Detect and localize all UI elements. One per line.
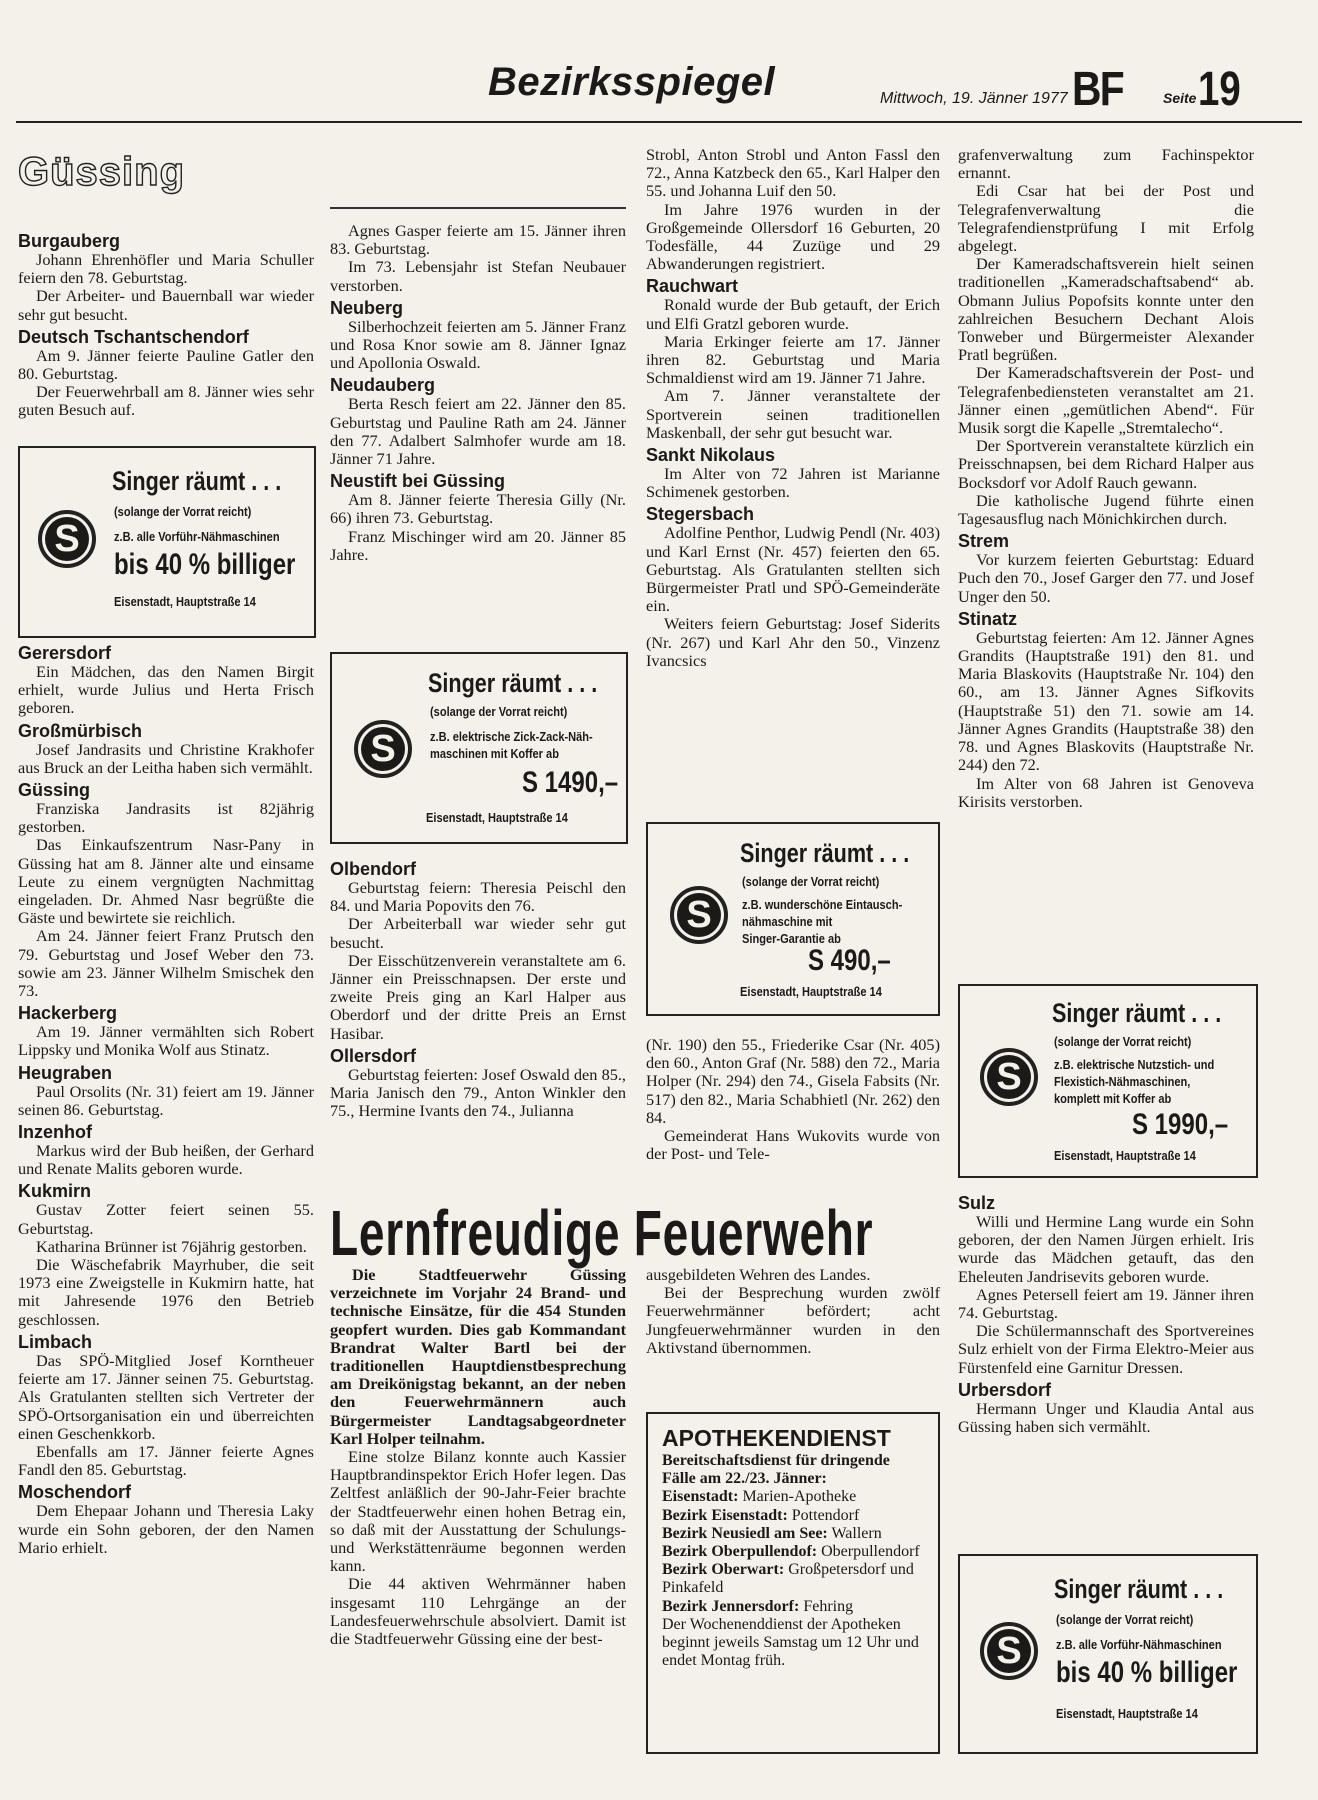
village-heading: Strem: [958, 531, 1010, 552]
news-paragraph: Am 19. Jänner vermählten sich Robert Lippsky und Monika Wolf aus Stinatz.: [18, 1022, 314, 1060]
village-heading: Rauchwart: [646, 276, 739, 297]
news-paragraph: Agnes Gasper feierte am 15. Jänner ihren 83. Geburtstag.: [330, 221, 626, 259]
news-paragraph: Am 7. Jänner veranstaltete der Sportverein seinen traditionellen Maskenball, der sehr gut besucht war.: [646, 386, 940, 442]
news-paragraph: Vor kurzem feierten Geburtstag: Eduard Puch den 70., Josef Garger den 77. und Josef Unger den 50.: [958, 550, 1254, 606]
news-paragraph: Franziska Jandrasits ist 82jährig gestorben.: [18, 799, 314, 837]
pharmacy-location: Großpetersdorf und Pinkafeld: [662, 1561, 914, 1597]
village-heading: Ollersdorf: [330, 1045, 417, 1066]
news-paragraph: Johann Ehrenhöfler und Maria Schuller feiern den 78. Geburtstag.: [18, 250, 314, 288]
column-2-rule: [330, 207, 626, 209]
ad-address: Eisenstadt, Hauptstraße 14: [740, 984, 882, 999]
village-heading: Gerersdorf: [18, 643, 112, 663]
news-paragraph: Der Kameradschaftsverein hielt seinen traditionellen „Kameradschaftsabend“ ab. Obmann Julius Popofsits konnte unter den zahlreichen Besuchern Dechant Alois Tonweber und Bürgermeister Alexander Pratl begrüßen.: [958, 254, 1254, 365]
ad-title: Singer räumt . . .: [740, 838, 910, 868]
ad-line: z.B. elektrische Nutzstich- und: [1054, 1057, 1215, 1072]
ad-title: Singer räumt . . .: [428, 668, 598, 698]
village-heading: Neudauberg: [330, 375, 436, 396]
village-heading: Moschendorf: [18, 1482, 132, 1503]
ad-singer-1: [18, 446, 316, 638]
news-paragraph: (Nr. 190) den 55., Friederike Csar (Nr. 405) den 60., Anton Graf (Nr. 588) den 72., Maria Holper (Nr. 294) den 74., Gisela Fabsits (Nr. 517) den 82., Maria Schabhietl (Nr. 262) den 84.: [646, 1035, 940, 1127]
ad-title: Singer räumt . . .: [1054, 1574, 1224, 1604]
column-1-top: [18, 228, 314, 420]
ad-price: bis 40 % billiger: [114, 548, 296, 581]
news-paragraph: Hermann Unger und Klaudia Antal aus Güssing haben sich vermählt.: [958, 1398, 1254, 1437]
news-paragraph: Josef Jandrasits und Christine Krakhofer aus Bruck an der Leitha haben sich vermählt.: [18, 739, 314, 777]
village-heading: Kukmirn: [18, 1181, 92, 1202]
news-paragraph: Weiters feiern Geburtstag: Josef Siderits (Nr. 267) und Karl Ahr den 50., Vinzenz Ivancsics: [646, 614, 940, 670]
column-4-bottom: [958, 1190, 1254, 1436]
feature-paragraph: Bei der Besprechung wurden zwölf Feuerwehrmänner befördert; acht Jungfeuerwehrmänner wurden in den Aktivstand übernommen.: [646, 1283, 940, 1357]
pharmacy-location: Pottendorf: [791, 1506, 860, 1524]
column-4-top: [958, 146, 1254, 811]
village-heading: Burgauberg: [18, 231, 121, 251]
ad-subtitle: (solange der Vorrat reicht): [114, 504, 252, 519]
ad-subtitle: (solange der Vorrat reicht): [1054, 1034, 1192, 1049]
ad-subtitle: (solange der Vorrat reicht): [1056, 1612, 1194, 1627]
news-paragraph: Im Alter von 68 Jahren ist Genoveva Kirisits verstorben.: [958, 773, 1254, 811]
news-paragraph: Silberhochzeit feierten am 5. Jänner Franz und Rosa Knor sowie am 8. Jänner Ignaz und Apollonia Oswald.: [330, 316, 626, 373]
pharmacy-district: Bezirk Oberpullendof:: [662, 1543, 818, 1561]
news-paragraph: Die katholische Jugend führte einen Tagesausflug nach Mönichkirchen durch.: [958, 490, 1254, 529]
village-heading: Olbendorf: [330, 859, 416, 879]
news-paragraph: Das Einkaufszentrum Nasr-Pany in Güssing hat am 8. Jänner alte und einsame Leute zu einem vergnügten Nachmittag eingeladen. Dr. Ahmed Nasr begrüßte die Gäste und bewirtete sie reichlich.: [18, 835, 314, 928]
ad-address: Eisenstadt, Hauptstraße 14: [426, 810, 568, 825]
news-paragraph: Markus wird der Bub heißen, der Gerhard und Renate Malits geboren wurde.: [18, 1141, 314, 1179]
ad-address: Eisenstadt, Hauptstraße 14: [1054, 1148, 1196, 1163]
village-heading: Deutsch Tschantschendorf: [18, 326, 249, 347]
news-paragraph: Adolfine Penthor, Ludwig Pendl (Nr. 403) und Karl Ernst (Nr. 457) feierten den 65. Geburtstag. Als Gratulanten stellten sich Bürgermeister Pratl und SPÖ-Gemeinderäte ein.: [646, 523, 940, 616]
news-paragraph: Agnes Petersell feiert am 19. Jänner ihren 74. Geburtstag.: [958, 1284, 1254, 1323]
page-label: Seite: [1163, 90, 1197, 106]
singer-logo-icon: S: [670, 886, 728, 944]
ad-line: z.B. wunderschöne Eintausch-: [742, 897, 903, 912]
feature-paragraph: Eine stolze Bilanz konnte auch Kassier Hauptbrandinspektor Erich Hofer legen. Das Zeltfest anläßlich der 90-Jahr-Feier brachte der Stadtfeuerwehr einen hohen Betrag ein, so daß mit der Ausstattung der Schulungs- und Werkstättenräume begonnen werden kann.: [330, 1447, 626, 1576]
ad-title: Singer räumt . . .: [1052, 998, 1222, 1028]
ad-title: Singer räumt . . .: [112, 466, 282, 496]
news-paragraph: Der Arbeiterball war wieder sehr gut besucht.: [330, 914, 626, 952]
news-paragraph: Am 24. Jänner feiert Franz Prutsch den 79. Geburtstag und Josef Weber den 73. sowie am 23. Jänner Wilhelm Smischek den 73.: [18, 926, 314, 1001]
village-heading: Inzenhof: [18, 1122, 92, 1143]
news-paragraph: Am 9. Jänner feierte Pauline Gatler den 80. Geburtstag.: [18, 345, 314, 384]
column-2-top: [330, 222, 626, 564]
village-heading: Hackerberg: [18, 1003, 118, 1024]
ad-address: Eisenstadt, Hauptstraße 14: [114, 594, 256, 609]
feature-paragraph: Die 44 aktiven Wehrmänner haben insgesamt 110 Lehrgänge an der Landesfeuerwehrschule absolviert. Damit ist die Stadtfeuerwehr Güssing eine der best-: [330, 1574, 626, 1649]
news-paragraph: Der Eisschützenverein veranstaltete am 6. Jänner ein Preisschnapsen. Der erste und zweite Preis ging an Karl Halper aus Oberdorf und der dritte Preis an Ernst Hasibar.: [330, 950, 626, 1043]
village-heading: Sulz: [958, 1193, 996, 1213]
feature-column-left: [330, 1266, 626, 1648]
pharmacy-district: Bezirk Neusiedl am See:: [662, 1524, 828, 1542]
news-paragraph: Das SPÖ-Mitglied Josef Korntheuer feierte am 17. Jänner seinen 75. Geburtstag. Als Gratulanten stellten sich Vertreter der SPÖ-Ortsorganisation ein und überreichten einen Geschenkkorb.: [18, 1350, 314, 1443]
singer-logo-icon: S: [38, 510, 96, 568]
village-heading: Güssing: [18, 780, 91, 801]
news-paragraph: Im Jahre 1976 wurden in der Großgemeinde Ollersdorf 16 Geburten, 20 Todesfälle, 44 Zuzüge und 29 Abwanderungen registriert.: [646, 199, 940, 274]
news-paragraph: Im 73. Lebensjahr ist Stefan Neubauer verstorben.: [330, 257, 626, 295]
ad-line: Flexistich-Nähmaschinen,: [1054, 1074, 1191, 1089]
news-paragraph: Die Wäschefabrik Mayrhuber, die seit 1973 eine Zweigstelle in Kukmirn hatte, hat mit Jahresende 1976 den Betrieb geschlossen.: [18, 1255, 314, 1329]
ad-line: z.B. alle Vorführ-Nähmaschinen: [1056, 1637, 1222, 1652]
singer-logo-icon: S: [354, 720, 412, 778]
pharmacy-district: Eisenstadt:: [662, 1488, 739, 1506]
ad-singer-2: [330, 652, 628, 844]
column-2-bottom: [330, 856, 626, 1120]
news-paragraph: Paul Orsolits (Nr. 31) feiert am 19. Jänner seinen 86. Geburtstag.: [18, 1081, 314, 1119]
feature-paragraph: ausgebildeten Wehren des Landes.: [646, 1265, 871, 1284]
pharmacy-service-box: [646, 1412, 940, 1754]
pharmacy-district: Bezirk Eisenstadt:: [662, 1506, 788, 1524]
news-paragraph: Katharina Brünner ist 76jährig gestorben.: [36, 1236, 307, 1256]
feature-headline: Lernfreudige Feuerwehr: [330, 1197, 874, 1269]
village-heading: Großmürbisch: [18, 720, 143, 741]
ad-line: komplett mit Koffer ab: [1054, 1091, 1172, 1106]
ad-line: Singer-Garantie ab: [742, 931, 841, 946]
village-heading: Limbach: [18, 1331, 93, 1352]
news-paragraph: Dem Ehepaar Johann und Theresia Laky wurde ein Sohn geboren, der den Namen Mario erhielt.: [18, 1501, 314, 1557]
singer-logo-icon: S: [980, 1622, 1038, 1680]
pharmacy-district: Bezirk Jennersdorf:: [662, 1597, 800, 1615]
pharmacy-location: Fehring: [803, 1597, 854, 1615]
page-number: 19: [1198, 63, 1241, 116]
ad-line: z.B. elektrische Zick-Zack-Näh-: [430, 729, 593, 744]
village-heading: Stegersbach: [646, 504, 755, 525]
pharmacy-location: Oberpullendorf: [821, 1543, 920, 1561]
pharmacy-title: APOTHEKENDIENST: [662, 1425, 891, 1451]
ad-subtitle: (solange der Vorrat reicht): [430, 704, 568, 719]
news-paragraph: Der Feuerwehrball am 8. Jänner wies sehr guten Besuch auf.: [18, 382, 314, 420]
pharmacy-intro: Bereitschaftsdienst für dringende Fälle am 22./23. Jänner:: [662, 1452, 890, 1488]
news-paragraph: Im Alter von 72 Jahren ist Marianne Schimenek gestorben.: [646, 464, 940, 502]
news-paragraph: Geburtstag feierten: Josef Oswald den 85., Maria Janisch den 79., Anton Winkler den 75., Hermine Ivants den 74., Julianna: [330, 1064, 626, 1121]
issue-date: Mittwoch, 19. Jänner 1977: [880, 90, 1068, 107]
news-paragraph: Geburtstag feiern: Theresia Peischl den 84. und Maria Popovits den 76.: [330, 878, 626, 916]
ad-singer-3: [646, 822, 940, 1016]
column-3-top: [646, 146, 940, 670]
newspaper-logo: BF: [1072, 63, 1123, 116]
feature-lead: Die Stadtfeuerwehr Güssing verzeichnete im Vorjahr 24 Brand- und technische Einsätze, für die 454 Stunden geopfert wurden. Dies gab Kommandant Brandrat Walter Bartl bei der traditionellen Hauptdienstbesprechung am Dreikönigstag bekannt, an der neben den Feuerwehrmännern auch Bürgermeister Landtagsabgeordneter Karl Holper teilnahm.: [330, 1265, 626, 1448]
village-heading: Neuberg: [330, 297, 404, 318]
news-paragraph: Berta Resch feiert am 22. Jänner den 85. Geburtstag und Pauline Rath am 24. Jänner den 77. Adalbert Salmhofer wurde am 18. Jänner 71 Jahre.: [330, 394, 626, 469]
ad-singer-4: [958, 984, 1258, 1178]
news-paragraph: Ein Mädchen, das den Namen Birgit erhielt, wurde Julius und Herta Frisch geboren.: [18, 662, 314, 718]
village-heading: Urbersdorf: [958, 1379, 1052, 1400]
news-paragraph: Die Schülermannschaft des Sportvereines Sulz erhielt von der Firma Elektro-Meier aus Fürstenfeld eine Garnitur Dressen.: [958, 1321, 1254, 1377]
pharmacy-note: Der Wochenenddienst der Apotheken beginnt jeweils Samstag um 12 Uhr und endet Montag früh.: [662, 1615, 919, 1670]
pharmacy-location: Marien-Apotheke: [742, 1488, 857, 1506]
news-paragraph: Franz Mischinger wird am 20. Jänner 85 Jahre.: [330, 526, 626, 564]
ad-singer-5: [958, 1554, 1258, 1754]
page-header: [0, 60, 1318, 122]
news-paragraph: Gemeinderat Hans Wukovits wurde von der Post- und Tele-: [646, 1126, 940, 1164]
village-heading: Stinatz: [958, 608, 1018, 629]
ad-price: S 1490,–: [522, 766, 619, 799]
header-rule: [16, 121, 1302, 123]
column-3-bottom: [646, 1036, 940, 1163]
news-paragraph: Der Kameradschaftsverein der Post- und Telegrafenbediensteten veranstaltet am 21. Jänner einen „gemütlichen Abend“. Für Musik sorgt die Kapelle „Stremtalecho“.: [958, 363, 1254, 438]
ad-line: maschinen mit Koffer ab: [430, 746, 559, 761]
ad-line: z.B. alle Vorführ-Nähmaschinen: [114, 529, 280, 544]
news-paragraph: Willi und Hermine Lang wurde ein Sohn geboren, der den Namen Jürgen erhielt. Iris wurde das Mädchen getauft, das den Eheleuten Jandrisevits geboren wurde.: [958, 1212, 1254, 1286]
village-heading: Sankt Nikolaus: [646, 445, 776, 466]
news-paragraph: grafenverwaltung zum Fachinspektor ernannt.: [958, 145, 1254, 183]
news-paragraph: Strobl, Anton Strobl und Anton Fassl den 72., Anna Katzbeck den 65., Karl Halper den 55. und Johanna Luif den 50.: [646, 145, 940, 201]
news-paragraph: Der Sportverein veranstaltete kürzlich ein Preisschnapsen, bei dem Richard Halper aus Bocksdorf vor Adolf Rauch gewann.: [958, 436, 1254, 492]
news-paragraph: Am 8. Jänner feierte Theresia Gilly (Nr. 66) ihren 73. Geburtstag.: [330, 490, 626, 528]
pharmacy-location: Wallern: [831, 1524, 882, 1542]
village-heading: Neustift bei Güssing: [330, 471, 506, 492]
news-paragraph: Gustav Zotter feiert seinen 55. Geburtstag.: [18, 1200, 314, 1238]
news-paragraph: Edi Csar hat bei der Post und Telegrafenverwaltung die Telegrafendienstprüfung I mit Erfolg abgelegt.: [958, 181, 1254, 256]
ad-line: nähmaschine mit: [742, 914, 833, 929]
section-title: Bezirksspiegel: [488, 60, 776, 104]
singer-logo-icon: S: [980, 1048, 1038, 1106]
news-paragraph: Der Arbeiter- und Bauernball war wieder sehr gut besucht.: [18, 286, 314, 324]
feature-column-right: [646, 1266, 940, 1357]
region-title: Güssing: [18, 150, 186, 194]
village-heading: Heugraben: [18, 1062, 113, 1083]
column-1-bottom: [18, 640, 314, 1557]
ad-price: S 490,–: [808, 944, 891, 977]
ad-address: Eisenstadt, Hauptstraße 14: [1056, 1706, 1198, 1721]
pharmacy-district: Bezirk Oberwart:: [662, 1561, 785, 1579]
ad-price: S 1990,–: [1132, 1108, 1229, 1141]
ad-subtitle: (solange der Vorrat reicht): [742, 874, 880, 889]
news-paragraph: Geburtstag feierten: Am 12. Jänner Agnes Grandits (Hauptstraße 191) den 81. und Maria Blaskovits (Hauptstraße Nr. 104) den 60., am 13. Jänner Agnes Sifkovits (Hauptstraße 51) den 71. sowie am 14. Jänner Agnes Grandits (Hauptstraße 38) den 78. und Agnes Blaskovits (Hauptstraße Nr. 244) den 72.: [958, 627, 1254, 775]
ad-price: bis 40 % billiger: [1056, 1656, 1238, 1689]
news-paragraph: Ronald wurde der Bub getauft, der Erich und Elfi Gratzl geboren wurde.: [646, 295, 940, 333]
news-paragraph: Ebenfalls am 17. Jänner feierte Agnes Fandl den 85. Geburtstag.: [18, 1441, 314, 1480]
news-paragraph: Maria Erkinger feierte am 17. Jänner ihren 82. Geburtstag und Maria Schmaldienst wird am 19. Jänner 71 Jahre.: [646, 331, 940, 388]
